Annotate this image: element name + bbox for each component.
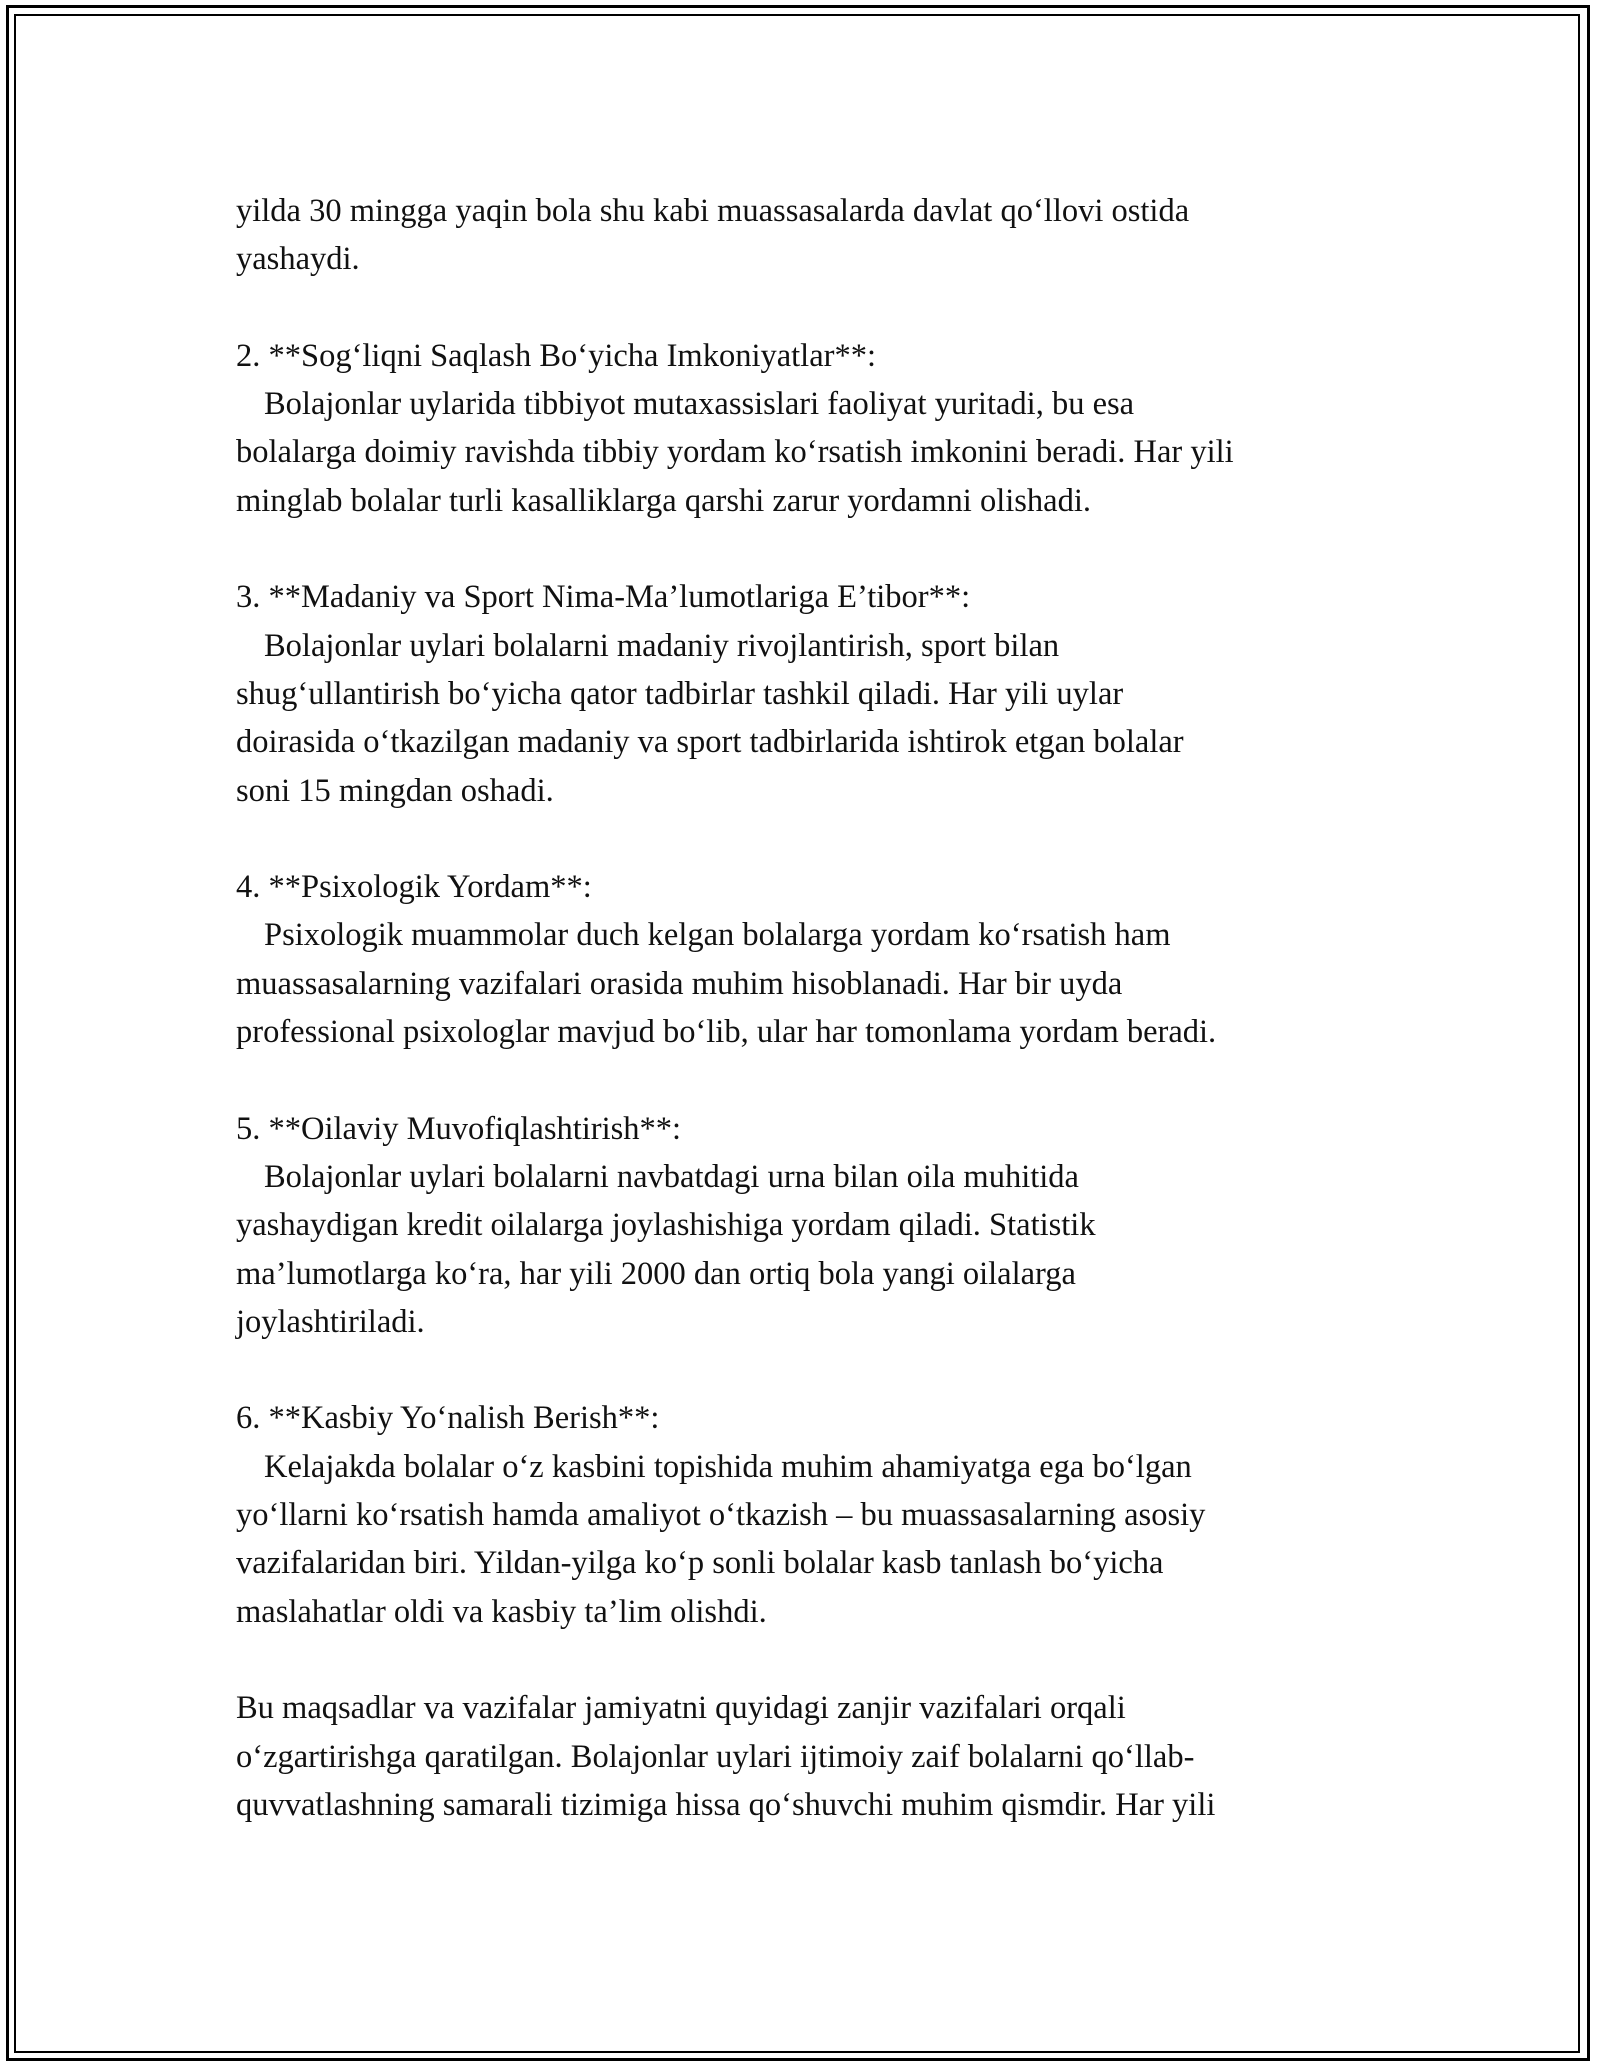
- text-line: Bolajonlar uylari bolalarni navbatdagi urna bilan oila muhitida: [264, 1158, 1079, 1195]
- paragraph-gap: [236, 1056, 1376, 1104]
- section-family: [236, 1105, 1376, 1346]
- text-line: minglab bolalar turli kasalliklarga qarshi zarur yordamni olishadi.: [236, 482, 1091, 519]
- text-line: yilda 30 mingga yaqin bola shu kabi muassasalarda davlat qo‘llovi ostida: [236, 193, 1190, 229]
- text-line: Bolajonlar uylarida tibbiyot mutaxassislari faoliyat yuritadi, bu esa: [264, 386, 1135, 423]
- text-line: yashaydigan kredit oilalarga joylashishiga yordam qiladi. Statistik: [236, 1207, 1096, 1244]
- text-line: Kelajakda bolalar o‘z kasbini topishida muhim ahamiyatga ega bo‘lgan: [264, 1448, 1192, 1485]
- section-heading: 5. **Oilaviy Muvofiqlashtirish**:: [236, 1110, 682, 1147]
- text-line: shug‘ullantirish bo‘yicha qator tadbirlar tashkil qiladi. Har yili uylar: [236, 675, 1124, 712]
- paragraph-gap: [236, 1636, 1376, 1684]
- section-psychology: [236, 863, 1376, 1056]
- paragraph-gap: [236, 284, 1376, 332]
- section-heading: 3. **Madaniy va Sport Nima-Ma’lumotlariga E’tibor**:: [236, 579, 971, 616]
- text-line: joylashtiriladi.: [236, 1303, 425, 1340]
- section-heading: 4. **Psixologik Yordam**:: [236, 869, 592, 906]
- section-heading: 6. **Kasbiy Yo‘nalish Berish**:: [236, 1400, 660, 1437]
- intro-paragraph: [236, 187, 1376, 284]
- paragraph-gap: [236, 525, 1376, 573]
- section-culture-sport: [236, 573, 1376, 814]
- text-line: yo‘llarni ko‘rsatish hamda amaliyot o‘tkazish – bu muassasalarning asosiy: [236, 1497, 1206, 1534]
- text-line: yashaydi.: [236, 241, 360, 278]
- text-line: doirasida o‘tkazilgan madaniy va sport tadbirlarida ishtirok etgan bolalar: [236, 724, 1184, 761]
- text-line: professional psixologlar mavjud bo‘lib, ular har tomonlama yordam beradi.: [236, 1014, 1217, 1051]
- text-line: quvvatlashning samarali tizimiga hissa qo‘shuvchi muhim qismdir. Har yili: [236, 1786, 1216, 1823]
- conclusion-paragraph: [236, 1684, 1376, 1829]
- text-line: maslahatlar oldi va kasbiy ta’lim olishdi.: [236, 1593, 767, 1630]
- text-line: bolalarga doimiy ravishda tibbiy yordam ko‘rsatish imkonini beradi. Har yili: [236, 434, 1234, 471]
- text-line: vazifalaridan biri. Yildan-yilga ko‘p sonli bolalar kasb tanlash bo‘yicha: [236, 1545, 1164, 1582]
- text-line: Psixologik muammolar duch kelgan bolalarga yordam ko‘rsatish ham: [264, 917, 1171, 954]
- text-line: Bolajonlar uylari bolalarni madaniy rivojlantirish, sport bilan: [264, 627, 1060, 664]
- section-heading: 2. **Sog‘liqni Saqlash Bo‘yicha Imkoniyatlar**:: [236, 337, 876, 374]
- text-line: o‘zgartirishga qaratilgan. Bolajonlar uylari ijtimoiy zaif bolalarni qo‘llab-: [236, 1738, 1195, 1775]
- document-body: [236, 187, 1376, 1829]
- paragraph-gap: [236, 815, 1376, 863]
- text-line: Bu maqsadlar va vazifalar jamiyatni quyidagi zanjir vazifalari orqali: [236, 1690, 1126, 1727]
- text-line: muassasalarning vazifalari orasida muhim hisoblanadi. Har bir uyda: [236, 965, 1123, 1002]
- section-health: [236, 332, 1376, 525]
- text-line: ma’lumotlarga ko‘ra, har yili 2000 dan ortiq bola yangi oilalarga: [236, 1255, 1076, 1292]
- section-career: [236, 1394, 1376, 1635]
- paragraph-gap: [236, 1346, 1376, 1394]
- text-line: soni 15 mingdan oshadi.: [236, 772, 554, 809]
